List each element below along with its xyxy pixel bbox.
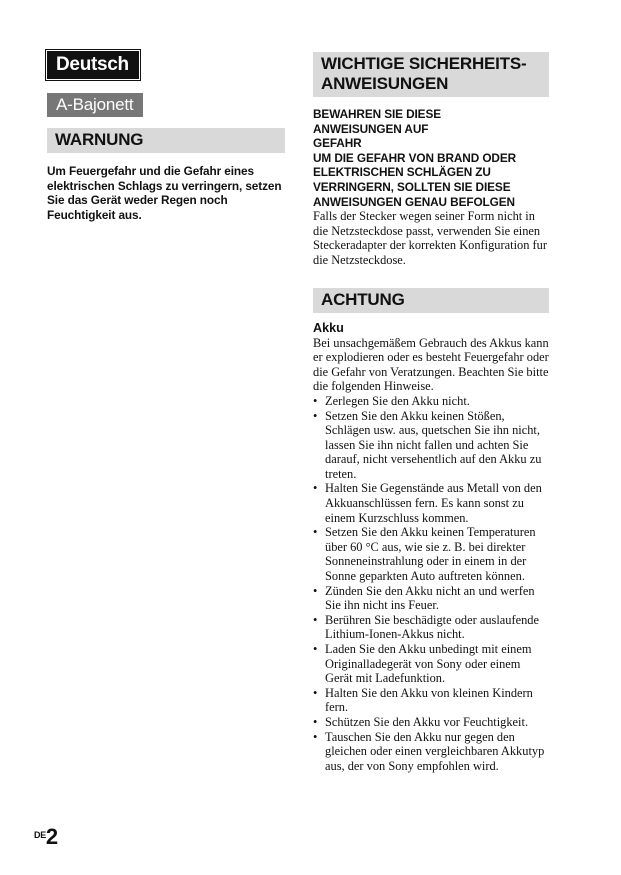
bold-line: ANWEISUNGEN GENAU BEFOLGEN (313, 194, 515, 209)
list-item: • Laden Sie den Akku unbedingt mit einem Originalladegerät von Sony oder einem Gerät mit Ladefunktion. (313, 642, 549, 686)
page-prefix: DE (34, 830, 46, 840)
section-label: A-Bajonett (47, 93, 143, 117)
list-item: • Zerlegen Sie den Akku nicht. (313, 394, 549, 409)
right-column (313, 52, 549, 773)
list-item: • Berühren Sie beschädigte oder auslaufende Lithium-Ionen-Akkus nicht. (313, 613, 549, 642)
battery-intro: Bei unsachgemäßem Gebrauch des Akkus kann er explodieren oder es besteht Feuergefahr oder die Gefahr von Veratzungen. Beachten Sie bitte die folgenden Hinweise. (313, 335, 549, 394)
safety-heading-line1: WICHTIGE SICHERHEITS- (321, 54, 527, 73)
language-label: Deutsch (47, 51, 139, 79)
list-item: • Tauschen Sie den Akku nur gegen den gleichen oder einen vergleichbaren Akkutyp aus, der von Sony empfohlen wird. (313, 730, 549, 774)
list-item: • Setzen Sie den Akku keinen Temperaturen über 60 °C aus, wie sie z. B. bei direkter Sonneneinstrahlung oder in einem in der Sonne geparkten Auto auftreten können. (313, 525, 549, 583)
list-item: • Setzen Sie den Akku keinen Stößen, Schlägen usw. aus, quetschen Sie ihn nicht, lassen Sie ihn nicht fallen und achten Sie darauf, nicht versehentlich auf den Akku zu treten. (313, 409, 549, 482)
list-item: • Halten Sie Gegenstände aus Metall von den Akkuanschlüssen fern. Es kann sonst zu einem Kurzschluss kommen. (313, 481, 549, 525)
left-column (47, 51, 287, 222)
safety-bold-block (313, 107, 549, 209)
caution-heading: ACHTUNG (313, 288, 549, 313)
list-item: • Halten Sie den Akku von kleinen Kindern fern. (313, 686, 549, 715)
battery-bullet-list (313, 394, 549, 773)
list-item: • Schützen Sie den Akku vor Feuchtigkeit. (313, 715, 549, 730)
warning-text: Um Feuergefahr und die Gefahr eines elektrischen Schlags zu verringern, setzen Sie das Gerät weder Regen noch Feuchtigkeit aus. (47, 164, 282, 222)
safety-heading (313, 52, 549, 97)
warning-heading: WARNUNG (47, 128, 285, 153)
safety-heading-line2: ANWEISUNGEN (321, 74, 449, 93)
list-item: • Zünden Sie den Akku nicht an und werfen Sie ihn nicht ins Feuer. (313, 584, 549, 613)
battery-heading: Akku (313, 320, 344, 335)
bold-line: BEWAHREN SIE DIESE (313, 107, 441, 121)
plug-text: Falls der Stecker wegen seiner Form nicht in die Netzsteckdose passt, verwenden Sie einen Steckeradapter der korrekten Konfiguration fur die Netzsteckdose. (313, 209, 547, 267)
bold-line: VERRINGERN, SOLLTEN SIE DIESE (313, 179, 511, 194)
bold-line: UM DIE GEFAHR VON BRAND ODER (313, 150, 517, 165)
page-number-value: 2 (45, 824, 59, 849)
bold-line: GEFAHR (313, 136, 362, 151)
bold-line: ELEKTRISCHEN SCHLÄGEN ZU (313, 165, 491, 180)
bold-line: ANWEISUNGEN AUF (313, 121, 429, 136)
page-number (34, 826, 58, 848)
